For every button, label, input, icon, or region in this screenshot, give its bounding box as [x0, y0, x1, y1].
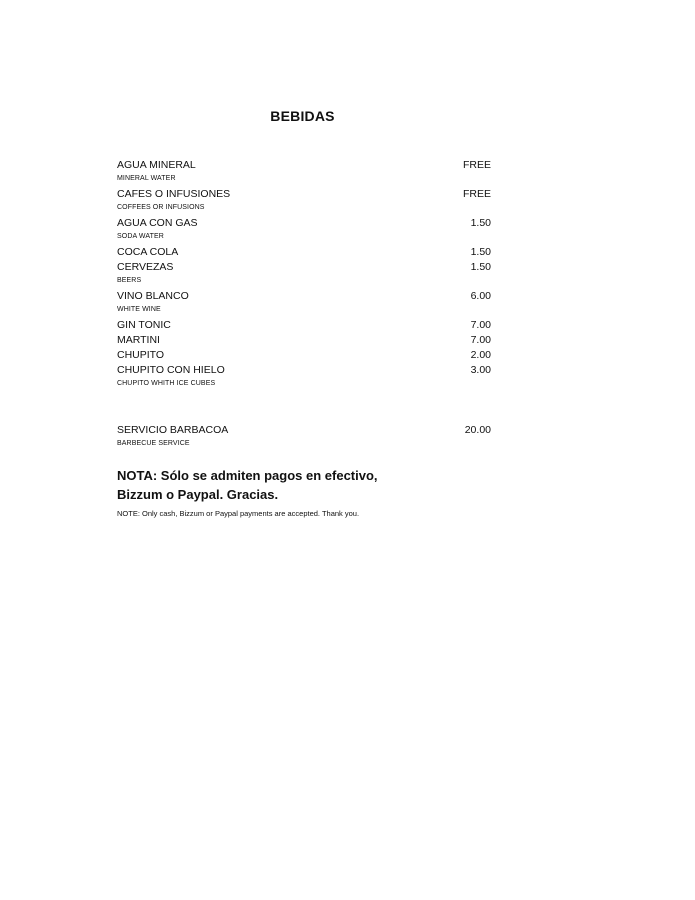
item-name: CHUPITO	[117, 349, 165, 361]
item-name: CAFES O INFUSIONES	[117, 188, 231, 200]
list-item	[117, 187, 491, 216]
item-price: 7.00	[470, 319, 491, 331]
item-price: FREE	[462, 159, 491, 171]
service-price: 20.00	[464, 424, 491, 436]
item-price: 7.00	[470, 334, 491, 346]
item-name: COCA COLA	[117, 246, 179, 258]
item-price: 1.50	[470, 217, 491, 229]
list-item	[117, 348, 491, 363]
list-item	[117, 318, 491, 333]
note-english: NOTE: Only cash, Bizzum or Paypal payments are accepted. Thank you.	[117, 509, 360, 518]
item-translation: MINERAL WATER	[117, 175, 176, 182]
item-name: CERVEZAS	[117, 261, 174, 273]
service-translation: BARBECUE SERVICE	[117, 440, 190, 447]
item-name: VINO BLANCO	[117, 290, 189, 302]
note-line-2: Bizzum o Paypal. Gracias.	[117, 487, 279, 502]
item-price: 1.50	[470, 261, 491, 273]
payment-note	[117, 466, 447, 520]
list-item	[117, 289, 491, 318]
service-name: SERVICIO BARBACOA	[117, 424, 229, 436]
item-price: 2.00	[470, 349, 491, 361]
page-title: BEBIDAS	[270, 108, 335, 124]
list-item	[117, 260, 491, 289]
item-name: AGUA CON GAS	[117, 217, 198, 229]
item-translation: COFFEES OR INFUSIONS	[117, 204, 205, 211]
item-name: MARTINI	[117, 334, 160, 346]
list-item	[117, 333, 491, 348]
item-price: 1.50	[470, 246, 491, 258]
item-name: GIN TONIC	[117, 319, 171, 331]
item-price: FREE	[462, 188, 491, 200]
list-item	[117, 363, 491, 392]
item-name: CHUPITO CON HIELO	[117, 364, 225, 376]
item-translation: WHITE WINE	[117, 306, 161, 313]
barbecue-service	[117, 423, 491, 452]
list-item	[117, 158, 491, 187]
item-name: AGUA MINERAL	[117, 159, 196, 171]
item-price: 6.00	[470, 290, 491, 302]
item-translation: SODA WATER	[117, 233, 164, 240]
list-item	[117, 216, 491, 245]
list-item	[117, 245, 491, 260]
item-translation: CHUPITO WHITH ICE CUBES	[117, 380, 216, 387]
drinks-list	[117, 158, 491, 392]
item-price: 3.00	[470, 364, 491, 376]
note-line-1: NOTA: Sólo se admiten pagos en efectivo,	[117, 468, 378, 483]
item-translation: BEERS	[117, 277, 142, 284]
